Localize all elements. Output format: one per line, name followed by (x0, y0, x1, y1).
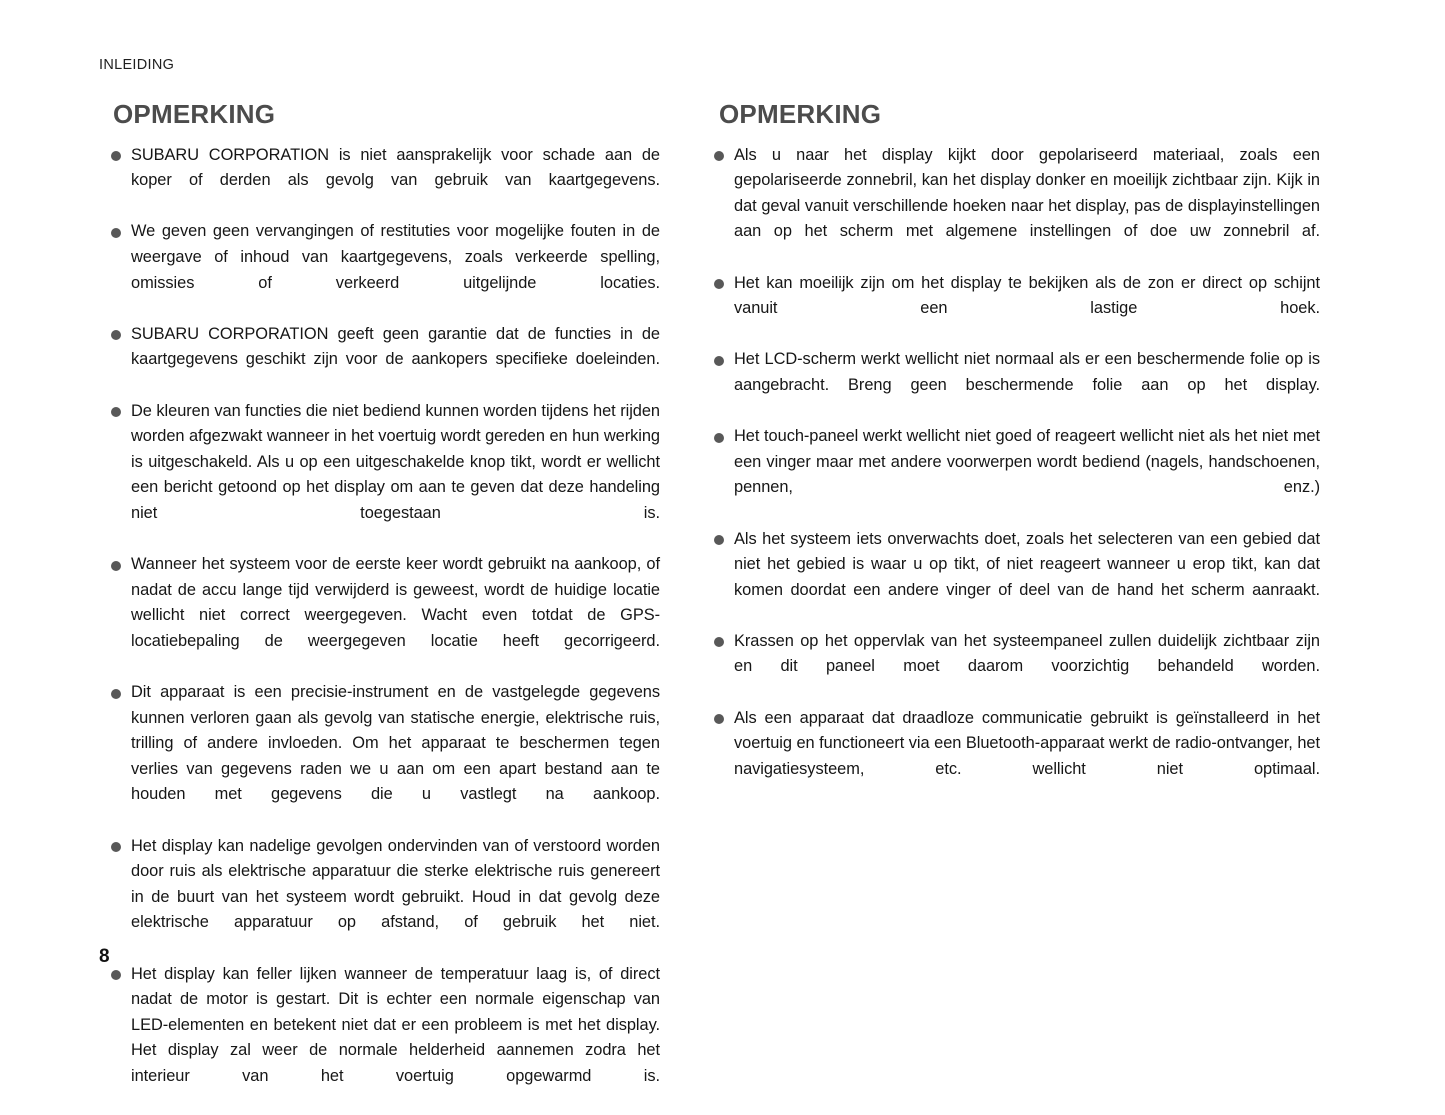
running-header-chapter: INLEIDING (99, 57, 175, 73)
bullet-dot-icon (714, 279, 724, 289)
note-item-text: SUBARU CORPORATION is niet aansprakelijk voor schade aan de koper of derden als gevolg van gebruik van kaartgegevens. (131, 145, 660, 190)
note-list-item (713, 347, 1320, 424)
note-item-text: Als het systeem iets onverwachts doet, zoals het selecteren van een gebied dat niet het gebied is waar u op tikt, of niet reageert wanneer u erop tikt, kan dat komen doordat een andere vinger of deel van de hand het scherm aanraakt. (734, 529, 1320, 599)
bullet-dot-icon (111, 228, 121, 238)
note-item-text: Het display kan feller lijken wanneer de temperatuur laag is, of direct nadat de motor is gestart. Dit is echter een normale eigenschap van LED-elementen en betekent niet dat er een probleem is met het display. Het display zal weer de normale helderheid aannemen zodra het interieur van het voertuig opgewarmd is. (131, 964, 660, 1085)
bullet-dot-icon (714, 151, 724, 161)
bullet-dot-icon (111, 689, 121, 699)
note-list-item (713, 527, 1320, 629)
note-item-text: Krassen op het oppervlak van het systeempaneel zullen duidelijk zichtbaar zijn en dit paneel moet daarom voorzichtig behandeld worden. (734, 631, 1320, 676)
note-list-item (713, 706, 1320, 808)
note-item-text: Als een apparaat dat draadloze communicatie gebruikt is geïnstalleerd in het voertuig en functioneert via een Bluetooth-apparaat werkt de radio-ontvanger, het navigatiesysteem, etc. wellicht niet optimaal. (734, 708, 1320, 778)
page-number: 8 (99, 946, 110, 967)
note-list-item (110, 219, 660, 321)
note-item-text: Het kan moeilijk zijn om het display te bekijken als de zon er direct op schijnt vanuit een lastige hoek. (734, 273, 1320, 318)
bullet-dot-icon (111, 970, 121, 980)
note-list-item (110, 552, 660, 680)
note-list-item (110, 962, 660, 1115)
note-item-text: SUBARU CORPORATION geeft geen garantie dat de functies in de kaartgegevens geschikt zijn voor de aankopers specifieke doeleinden. (131, 324, 660, 369)
bullet-dot-icon (714, 433, 724, 443)
note-list-item (713, 424, 1320, 526)
note-item-text: Als u naar het display kijkt door gepolariseerd materiaal, zoals een gepolariseerde zonnebril, kan het display donker en moeilijk zichtbaar zijn. Kijk in dat geval vanuit verschillende hoeken naar het display, pas de displayinstellingen aan op het scherm met algemene instellingen of doe uw zonnebril af. (734, 145, 1320, 241)
note-list-item (713, 629, 1320, 706)
note-item-text: Het touch-paneel werkt wellicht niet goed of reageert wellicht niet als het niet met een vinger maar met andere voorwerpen wordt bediend (nagels, handschoenen, pennen, enz.) (734, 427, 1320, 497)
bullet-dot-icon (111, 561, 121, 571)
bullet-dot-icon (111, 407, 121, 417)
note-list-item (110, 680, 660, 834)
note-list-item (713, 271, 1320, 348)
right-column (660, 100, 1320, 1115)
note-item-text: Dit apparaat is een precisie-instrument en de vastgelegde gegevens kunnen verloren gaan als gevolg van statische energie, elektrische ruis, trilling of andere invloeden. Om het apparaat te beschermen tegen verlies van gegevens raden we u aan om een apart bestand aan te houden met gegevens die u vastlegt na aankoop. (131, 683, 660, 804)
bullet-dot-icon (111, 330, 121, 340)
bullet-dot-icon (714, 714, 724, 724)
left-note-list (110, 143, 660, 1115)
note-list-item (110, 143, 660, 220)
note-list-item (713, 143, 1320, 271)
note-item-text: De kleuren van functies die niet bediend kunnen worden tijdens het rijden worden afgezwakt wanneer in het voertuig wordt gereden en hun werking is uitgeschakeld. Als u op een uitgeschakelde knop tikt, wordt er wellicht een bericht getoond op het display om aan te geven dat deze handeling niet toegestaan is. (131, 401, 660, 522)
bullet-dot-icon (714, 637, 724, 647)
note-list-item (110, 834, 660, 962)
note-item-text: We geven geen vervangingen of restituties voor mogelijke fouten in de weergave of inhoud van kaartgegevens, zoals verkeerde spelling, omissies of verkeerd uitgelijnde locaties. (131, 222, 660, 292)
two-column-body (0, 100, 1445, 1115)
right-column-heading: OPMERKING (719, 99, 882, 129)
note-list-item (110, 322, 660, 399)
bullet-dot-icon (111, 842, 121, 852)
right-note-list (713, 143, 1320, 808)
note-list-item (110, 399, 660, 553)
bullet-dot-icon (714, 535, 724, 545)
note-item-text: Het LCD-scherm werkt wellicht niet normaal als er een beschermende folie op is aangebracht. Breng geen beschermende folie aan op het display. (734, 350, 1320, 394)
bullet-dot-icon (111, 151, 121, 161)
bullet-dot-icon (714, 356, 724, 366)
note-item-text: Het display kan nadelige gevolgen ondervinden van of verstoord worden door ruis als elektrische apparatuur die sterke elektrische ruis genereert in de buurt van het systeem wordt gebruikt. Houd in dat gevolg deze elektrische apparatuur op afstand, of gebruik het niet. (131, 836, 660, 932)
note-item-text: Wanneer het systeem voor de eerste keer wordt gebruikt na aankoop, of nadat de accu lange tijd verwijderd is geweest, wordt de huidige locatie wellicht niet correct weergegeven. Wacht even totdat de GPS-locatiebepaling de weergegeven locatie heeft gecorrigeerd. (131, 555, 660, 650)
left-column-heading: OPMERKING (113, 99, 276, 129)
